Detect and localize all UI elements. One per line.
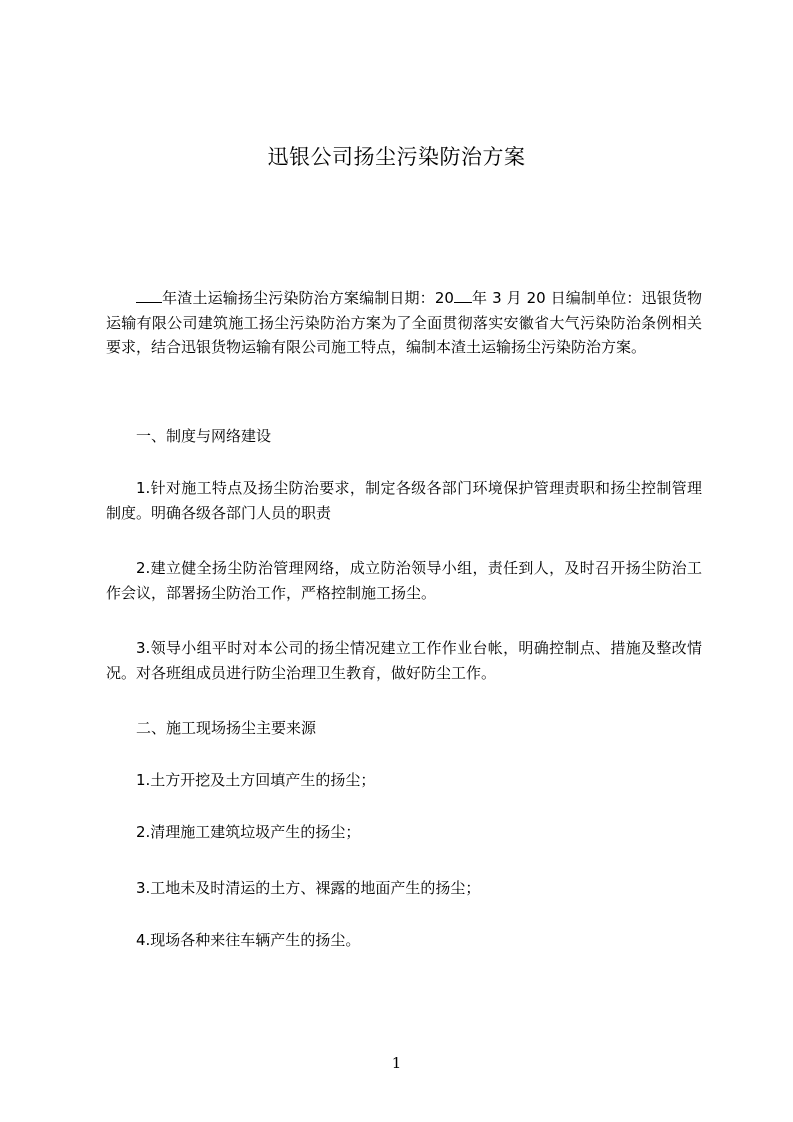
section2-item-3: 3.工地未及时清运的土方、裸露的地面产生的扬尘；: [136, 879, 481, 897]
intro-paragraph: [106, 286, 702, 360]
year-blank: [136, 288, 162, 303]
section1-item-2: [106, 556, 702, 605]
section2-item-1: 1.土方开挖及土方回填产生的扬尘；: [136, 771, 376, 789]
section2-item-2: 2.清理施工建筑垃圾产生的扬尘；: [136, 823, 361, 841]
section-heading-1: 一、制度与网络建设: [136, 427, 272, 445]
section1-item-3: [106, 636, 702, 685]
section1-item-2-text: 2.建立健全扬尘防治管理网络，成立防治领导小组，责任到人，及时召开扬尘防治工作会议，部署扬尘防治工作，严格控制施工扬尘。: [106, 559, 702, 602]
section2-item-4: 4.现场各种来往车辆产生的扬尘。: [136, 931, 361, 949]
section1-item-1-text: 1.针对施工特点及扬尘防治要求，制定各级各部门环境保护管理责职和扬尘控制管理制度。明确各级各部门人员的职责: [106, 479, 702, 522]
page-number: 1: [391, 1054, 402, 1072]
year-blank-2: [454, 288, 472, 303]
document-title: 迅银公司扬尘污染防治方案: [267, 145, 526, 169]
section-heading-2: 二、施工现场扬尘主要来源: [136, 719, 317, 737]
section1-item-1: [106, 476, 702, 525]
intro-text-1: 年渣土运输扬尘污染防治方案编制日期：20: [162, 289, 454, 307]
section1-item-3-text: 3.领导小组平时对本公司的扬尘情况建立工作作业台帐，明确控制点、措施及整改情况。对各班组成员进行防尘治理卫生教育，做好防尘工作。: [106, 639, 702, 682]
intro-text-2: 年 3 月 20 日编制单位：迅银货物运输有限公司建筑施工扬尘污染防治方案为了全面贯彻落实安徽省大气污染防治条例相关要求，结合迅银货物运输有限公司施工特点，编制本渣土运输扬尘污染防治方案。: [106, 289, 702, 356]
